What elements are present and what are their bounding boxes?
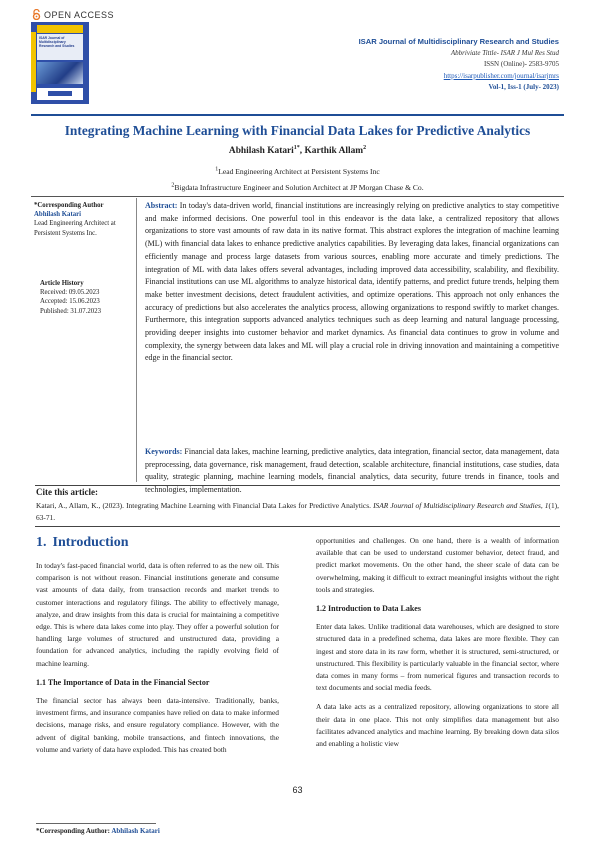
journal-cover-image: [31, 22, 89, 104]
right-paragraph-2: Enter data lakes. Unlike traditional data warehouses, which are designed to store structured data in a predefined schema, data lakes are more flexible. They can ingest and store data in its raw form, whether it is structured, semi-structured, or unstructured. This flexibility is particularly valuable in the financial sector, where data comes in many forms – from numerical figures and transaction records to text documents and social media feeds.: [316, 622, 559, 693]
right-column: [316, 535, 559, 757]
column-divider: [136, 198, 137, 482]
journal-info: [359, 36, 559, 94]
abstract-top-rule: [31, 196, 564, 197]
author-1-sup: 1*: [293, 144, 300, 151]
abstract-text: In today's data-driven world, financial institutions are increasingly relying on predictive analytics to stay competitive and make informed decisions. One powerful tool in this endeavor is the data lake, a centralized repository that allows organizations to store vast amounts of raw data in its native format. This abstract explores the integration of machine learning (ML) with financial data lakes to enhance predictive analytics capabilities. By leveraging data lakes, financial organizations can efficiently manage and process large datasets from various sources, enabling more accurate and timely predictions. The integration of ML with data lakes offers several advantages, including improved data accessibility, scalability, and flexibility. Financial institutions can use ML algorithms to analyze historical data, identify patterns, and predict future trends, helping them make better investment decisions, detect fraudulent activities, and optimize operations. This approach not only enhances the accuracy of predictions but also accelerates the analytics process, allowing organizations to respond swiftly to market changes. Furthermore, this integration supports advanced analytics techniques such as deep learning and natural language processing, providing deeper insights into customer behavior and market dynamics. As financial data continues to grow in volume and complexity, the synergy between data lakes and ML will play a crucial role in driving innovation and maintaining a competitive edge in the financial sector.: [145, 201, 559, 363]
corresponding-author-box: [34, 201, 132, 238]
affiliation-1-text: Lead Engineering Architect at Persistent Systems Inc: [218, 167, 380, 176]
article-title: Integrating Machine Learning with Financial Data Lakes for Predictive Analytics: [64, 123, 531, 138]
abbreviated-title: Abbriviate Tittle- ISAR J Mul Res Stud: [450, 48, 559, 57]
affiliation-2: [0, 183, 595, 192]
section-1-title: Introduction: [52, 535, 129, 550]
received-date: Received: 09.05.2023: [40, 289, 100, 297]
open-lock-icon: [32, 9, 41, 20]
author-2-sup: 2: [363, 144, 367, 151]
accepted-date: Accepted: 15.06.2023: [40, 298, 100, 306]
keywords-text: Financial data lakes, machine learning, predictive analytics, data integration, financial sector, data management, data preprocessing, data governance, risk management, fraud detection, scalable architecture, financial institutions, case studies, data quality, strategic planning, machine learning models, financial analytics, data security, future trends in finance, tools and technologies, implementation.: [145, 447, 560, 495]
citation-plain: Katari, A., Allam, K., (2023). Integrating Machine Learning with Financial Data Lakes for Predictive Analytics.: [36, 501, 374, 510]
footnote-rule: [36, 823, 156, 824]
page-number: 63: [292, 785, 303, 795]
left-column: [36, 560, 279, 763]
journal-name: ISAR Journal of Multidisciplinary Research and Studies: [358, 37, 559, 46]
footnote-name: Abhilash Katari: [111, 827, 160, 835]
footnote: [36, 827, 160, 835]
citation-tail: (1), 63-71.: [36, 501, 559, 522]
published-date: Published: 31.07.2023: [40, 307, 101, 315]
abstract-label: Abstract:: [145, 201, 178, 210]
author-separator: ,: [299, 146, 305, 156]
affiliation-1: [0, 167, 595, 176]
right-paragraph-3: A data lake acts as a centralized repository, allowing organizations to store all their data in one place. This not only simplifies data management but also facilitates advanced analytics and machine learning. By breaking down data silos and enabling a holistic view: [316, 702, 559, 749]
footnote-label: *Corresponding Author:: [36, 827, 110, 835]
open-access-badge: [32, 9, 114, 20]
citation-journal: ISAR Journal of Multidisciplinary Research and Studies, 1: [373, 501, 549, 510]
citation-text: [36, 500, 559, 524]
keywords-label: Keywords:: [145, 447, 183, 456]
section-1-heading: [36, 535, 128, 551]
article-history: [40, 279, 101, 316]
issn: ISSN (Online)- 2583-9705: [483, 60, 559, 69]
right-paragraph-1: opportunities and challenges. On one hand, there is a wealth of information available that can be used to understand customer behavior, detect fraud, and predict market movements. On the other hand, the sheer scale of data can be overwhelming, making it difficult to extract meaningful insights without the right tools and strategies.: [316, 536, 559, 594]
authors: [0, 146, 595, 156]
intro-paragraph: In today's fast-paced financial world, data is often referred to as the new oil. This comparison is not without reason. Financial institutions generate and consume vast amounts of data daily, from transaction records and market trends to customer interactions and regulatory filings. The ability to effectively manage, analyze, and draw insights from this data is crucial for maintaining a competitive edge. This is where data lakes come into play. They offer a powerful solution for handling large volumes of structured and unstructured data, providing a foundation for advanced analytics, including the rapidly evolving field of machine learning.: [36, 561, 279, 668]
cite-top-rule: [35, 485, 560, 486]
keywords: [145, 446, 559, 497]
corresponding-author-label: *Corresponding Author: [34, 202, 104, 209]
corresponding-author-name: Abhilash Katari: [34, 211, 82, 219]
section-1-number: 1.: [36, 535, 47, 550]
cite-heading: Cite this article:: [36, 487, 98, 497]
author-2: Karthik Allam: [304, 146, 364, 156]
cover-band-text: ISAR Journal of Multidisciplinary Research and Studies: [37, 34, 83, 60]
open-access-label: OPEN ACCESS: [44, 9, 115, 20]
affiliation-1-sup: 1: [215, 166, 219, 173]
affiliation-2-sup: 2: [171, 182, 175, 189]
article-history-label: Article History: [40, 280, 84, 287]
abstract: [145, 200, 559, 365]
subsection-1-1-heading: 1.1 The Importance of Data in the Financial Sector: [36, 677, 210, 687]
header-rule: [31, 114, 564, 116]
affiliation-2-text: Bigdata Infrastructure Engineer and Solution Architect at JP Morgan Chase & Co.: [174, 183, 424, 192]
cite-bottom-rule: [35, 526, 560, 527]
subsection-1-2-heading: 1.2 Introduction to Data Lakes: [316, 604, 421, 614]
author-1: Abhilash Katari: [228, 146, 294, 156]
subsection-1-1-paragraph: The financial sector has always been data-intensive. Traditionally, banks, investment firms, and insurance companies have relied on data to make informed decisions, manage risks, and ensure regulatory compliance. However, with the advent of digital banking, mobile transactions, and fintech innovations, the volume and variety of data have exploded. This has created both: [36, 696, 279, 754]
journal-url-link[interactable]: https://isarpublisher.com/journal/isarjmrs: [443, 71, 559, 80]
corresponding-author-affiliation: Lead Engineering Architect at Persistent Systems Inc.: [34, 220, 116, 237]
volume-issue: Vol-1, Iss-1 (July- 2023): [488, 83, 559, 92]
